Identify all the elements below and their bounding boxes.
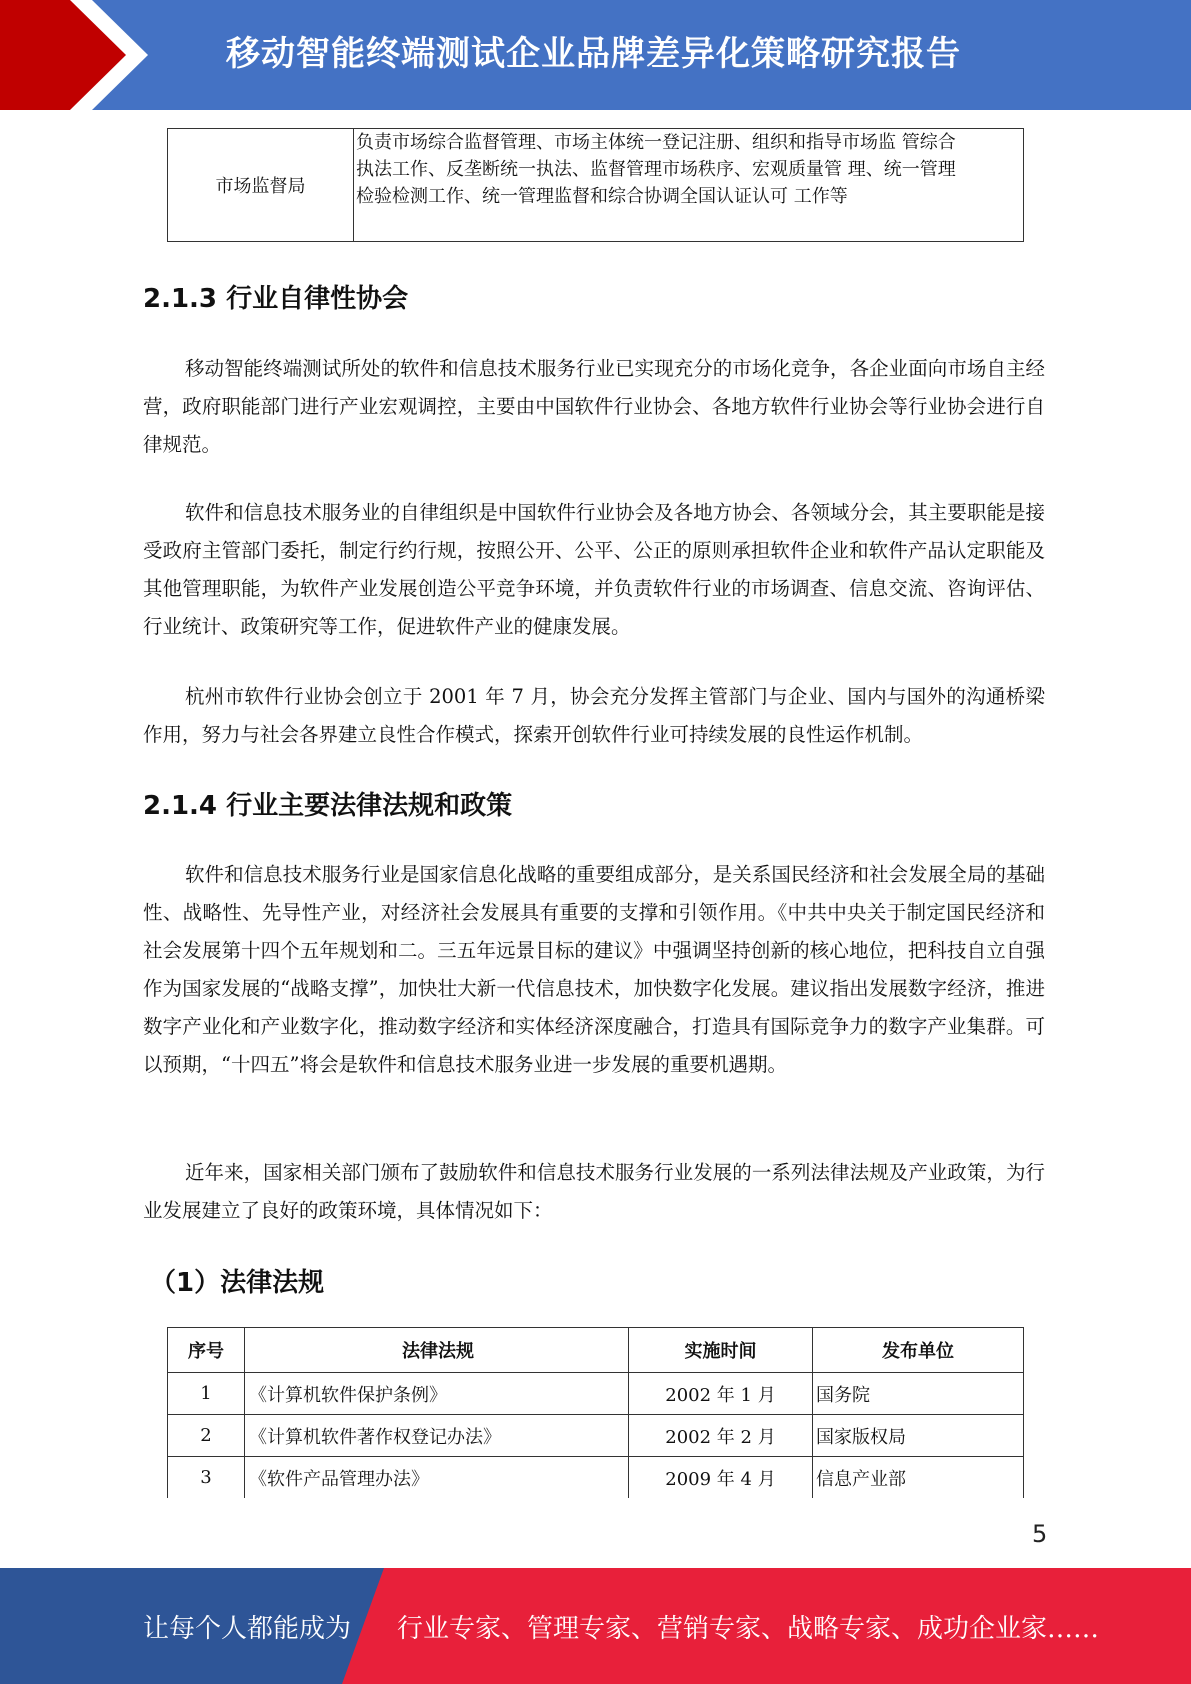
cell-index: 2 [168, 1415, 245, 1457]
paragraph: 软件和信息技术服务业的自律组织是中国软件行业协会及各地方协会、各领域分会，其主要职能是接受政府主管部门委托，制定行约行规，按照公开、公平、公正的原则承担软件企业和软件产品认定职能及其他管理职能，为软件产业发展创造公平竞争环境，并负责软件行业的市场调查、信息交流、咨询评估、行业统计、政策研究等工作，促进软件产业的健康发展。 [143, 501, 1045, 638]
authority-name: 市场监督局 [168, 129, 354, 242]
table-row [168, 1415, 1024, 1457]
page-header [0, 0, 1191, 110]
column-header: 序号 [168, 1328, 245, 1373]
law-table [167, 1327, 1024, 1498]
cell-index: 3 [168, 1457, 245, 1499]
column-header: 实施时间 [629, 1328, 813, 1373]
table-header-row [168, 1328, 1024, 1373]
cell-publisher: 信息产业部 [813, 1457, 1024, 1499]
cell-index: 1 [168, 1373, 245, 1415]
paragraph: 近年来，国家相关部门颁布了鼓励软件和信息技术服务行业发展的一系列法律法规及产业政策，为行业发展建立了良好的政策环境，具体情况如下： [143, 1161, 1045, 1222]
page-number: 5 [1032, 1520, 1048, 1548]
cell-law: 《计算机软件著作权登记办法》 [245, 1415, 629, 1457]
duty-line: 执法工作、反垄断统一执法、监督管理市场秩序、宏观质量管 理、统一管理 [356, 159, 956, 180]
column-header: 法律法规 [245, 1328, 629, 1373]
table-row [168, 1457, 1024, 1499]
cell-law: 《软件产品管理办法》 [245, 1457, 629, 1499]
cell-publisher: 国务院 [813, 1373, 1024, 1415]
paragraph: 杭州市软件行业协会创立于 2001 年 7 月，协会充分发挥主管部门与企业、国内与国外的沟通桥梁作用，努力与社会各界建立良性合作模式，探索开创软件行业可持续发展的良性运作机制。 [143, 685, 1045, 746]
column-header: 发布单位 [813, 1328, 1024, 1373]
footer-slogan-right: 行业专家、管理专家、营销专家、战略专家、成功企业家…… [397, 1614, 1100, 1644]
section-heading-2-1-4: 2.1.4 行业主要法律法规和政策 [143, 791, 513, 821]
section-heading-2-1-3: 2.1.3 行业自律性协会 [143, 284, 409, 314]
paragraph: 软件和信息技术服务行业是国家信息化战略的重要组成部分，是关系国民经济和社会发展全局的基础性、战略性、先导性产业，对经济社会发展具有重要的支撑和引领作用。《中共中央关于制定国民经济和社会发展第十四个五年规划和二。三五年远景目标的建议》中强调坚持创新的核心地位，把科技自立自强作为国家发展的“战略支撑”，加快壮大新一代信息技术，加快数字化发展。建议指出发展数字经济，推进数字产业化和产业数字化，推动数字经济和实体经济深度融合，打造具有国际竞争力的数字产业集群。可以预期，“十四五”将会是软件和信息技术服务业进一步发展的重要机遇期。 [143, 863, 1045, 1076]
cell-law: 《计算机软件保护条例》 [245, 1373, 629, 1415]
footer-slogan-left: 让每个人都能成为 [143, 1614, 352, 1644]
cell-publisher: 国家版权局 [813, 1415, 1024, 1457]
duty-line: 负责市场综合监督管理、市场主体统一登记注册、组织和指导市场监 管综合 [356, 132, 956, 153]
authority-duties [354, 129, 1024, 242]
cell-date: 2002 年 1 月 [629, 1373, 813, 1415]
duty-line: 检验检测工作、统一管理监督和综合协调全国认证认可 工作等 [356, 186, 848, 207]
subsection-heading: （1）法律法规 [150, 1268, 325, 1298]
table-row [168, 129, 1024, 242]
paragraph: 移动智能终端测试所处的软件和信息技术服务行业已实现充分的市场化竞争，各企业面向市场自主经营，政府职能部门进行产业宏观调控，主要由中国软件行业协会、各地方软件行业协会等行业协会进行自律规范。 [143, 357, 1045, 456]
cell-date: 2002 年 2 月 [629, 1415, 813, 1457]
report-title: 移动智能终端测试企业品牌差异化策略研究报告 [226, 34, 961, 74]
table-row [168, 1373, 1024, 1415]
page-footer [0, 1568, 1191, 1684]
cell-date: 2009 年 4 月 [629, 1457, 813, 1499]
authority-table [167, 128, 1024, 242]
